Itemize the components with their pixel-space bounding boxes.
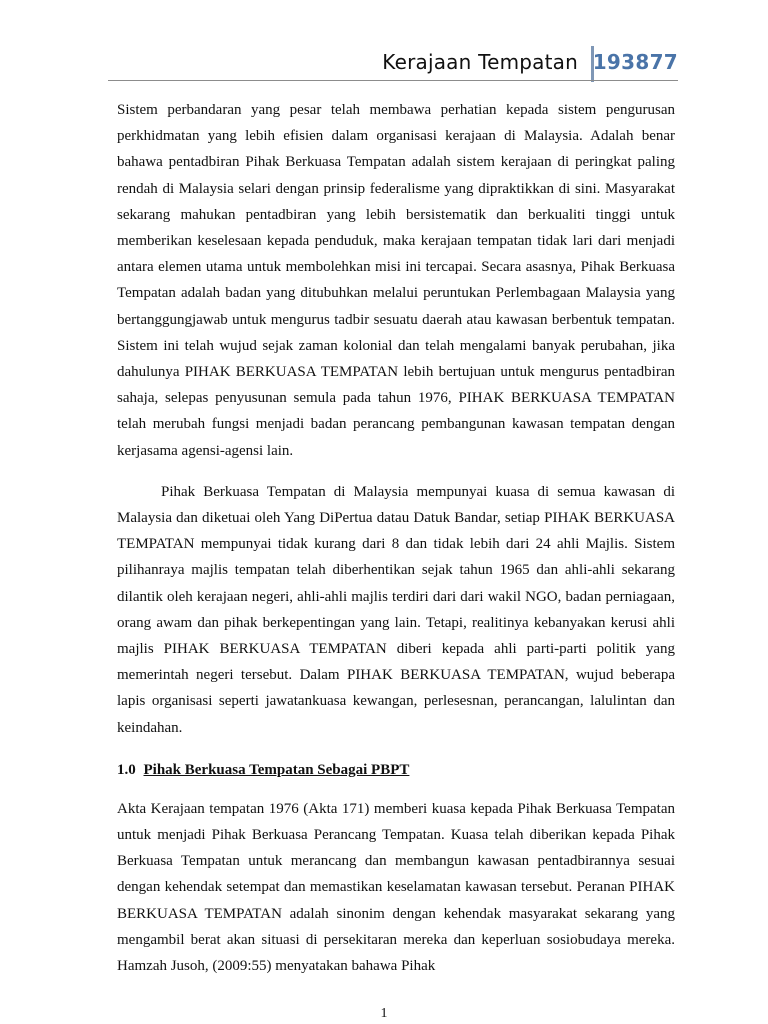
document-body [117, 97, 675, 994]
section-number: 1.0 [117, 761, 136, 778]
section-heading [117, 759, 675, 781]
paragraph-1: Sistem perbandaran yang pesar telah membawa perhatian kepada sistem pengurusan perkhidmatan yang lebih efisien dalam organisasi kerajaan di Malaysia. Adalah benar bahawa pentadbiran Pihak Berkuasa Tempatan adalah sistem kerajaan di peringkat paling rendah di Malaysia selari dengan prinsip federalisme yang dipraktikkan di sini. Masyarakat sekarang mahukan pentadbiran yang lebih bersistematik dan berkualiti tinggi untuk memberikan keselesaan kepada penduduk, maka kerajaan tempatan tidak lari dari menjadi antara elemen utama untuk membolehkan misi ini tercapai. Secara asasnya, Pihak Berkuasa Tempatan adalah badan yang ditubuhkan melalui peruntukan Perlembagaan Malaysia yang bertanggungjawab untuk mengurus tadbir sesuatu daerah atau kawasan berbentuk tempatan. Sistem ini telah wujud sejak zaman kolonial dan telah mengalami banyak perubahan, jika dahulunya PIHAK BERKUASA TEMPATAN lebih bertujuan untuk mengurus pentadbiran sahaja, selepas penyusunan semula pada tahun 1976, PIHAK BERKUASA TEMPATAN telah merubah fungsi menjadi badan perancang pembangunan kawasan tempatan dengan kerjasama agensi-agensi lain. [117, 102, 675, 459]
header-title: Kerajaan Tempatan [382, 50, 578, 74]
header-student-number: 193877 [592, 50, 678, 74]
header-rule [108, 80, 678, 81]
page-header [108, 44, 678, 84]
section-title: Pihak Berkuasa Tempatan Sebagai PBPT [143, 761, 410, 778]
paragraph-2: Pihak Berkuasa Tempatan di Malaysia mempunyai kuasa di semua kawasan di Malaysia dan diketuai oleh Yang DiPertua datau Datuk Bandar, setiap PIHAK BERKUASA TEMPATAN mempunyai tidak kurang dari 8 dan tidak lebih dari 24 ahli Majlis. Sistem pilihanraya majlis tempatan telah diberhentikan sejak tahun 1965 dan ahli-ahli sekarang dilantik oleh kerajaan negeri, ahli-ahli majlis terdiri dari dari wakil NGO, badan perniagaan, orang awam dan pihak berkepentingan yang lain. Tetapi, realitinya kebanyakan kerusi ahli majlis PIHAK BERKUASA TEMPATAN diberi kepada ahli parti-parti politik yang memerintah negeri tersebut. Dalam PIHAK BERKUASA TEMPATAN, wujud beberapa lapis organisasi seperti jawatankuasa kewangan, perlesesnan, perancangan, lalulintan dan keindahan. [117, 483, 675, 736]
paragraph-3: Akta Kerajaan tempatan 1976 (Akta 171) memberi kuasa kepada Pihak Berkuasa Tempatan untuk menjadi Pihak Berkuasa Perancang Tempatan. Kuasa telah diberikan kepada Pihak Berkuasa Tempatan untuk merancang dan membangun kawasan pentadbirannya sesuai dengan kehendak setempat dan memastikan keselamatan kawasan tersebut. Peranan PIHAK BERKUASA TEMPATAN adalah sinonim dengan kehendak masyarakat sekarang yang mengambil berat akan situasi di persekitaran mereka dan keperluan sosiobudaya mereka. Hamzah Jusoh, (2009:55) menyatakan bahawa Pihak [117, 800, 675, 975]
page-number: 1 [380, 1006, 388, 1021]
